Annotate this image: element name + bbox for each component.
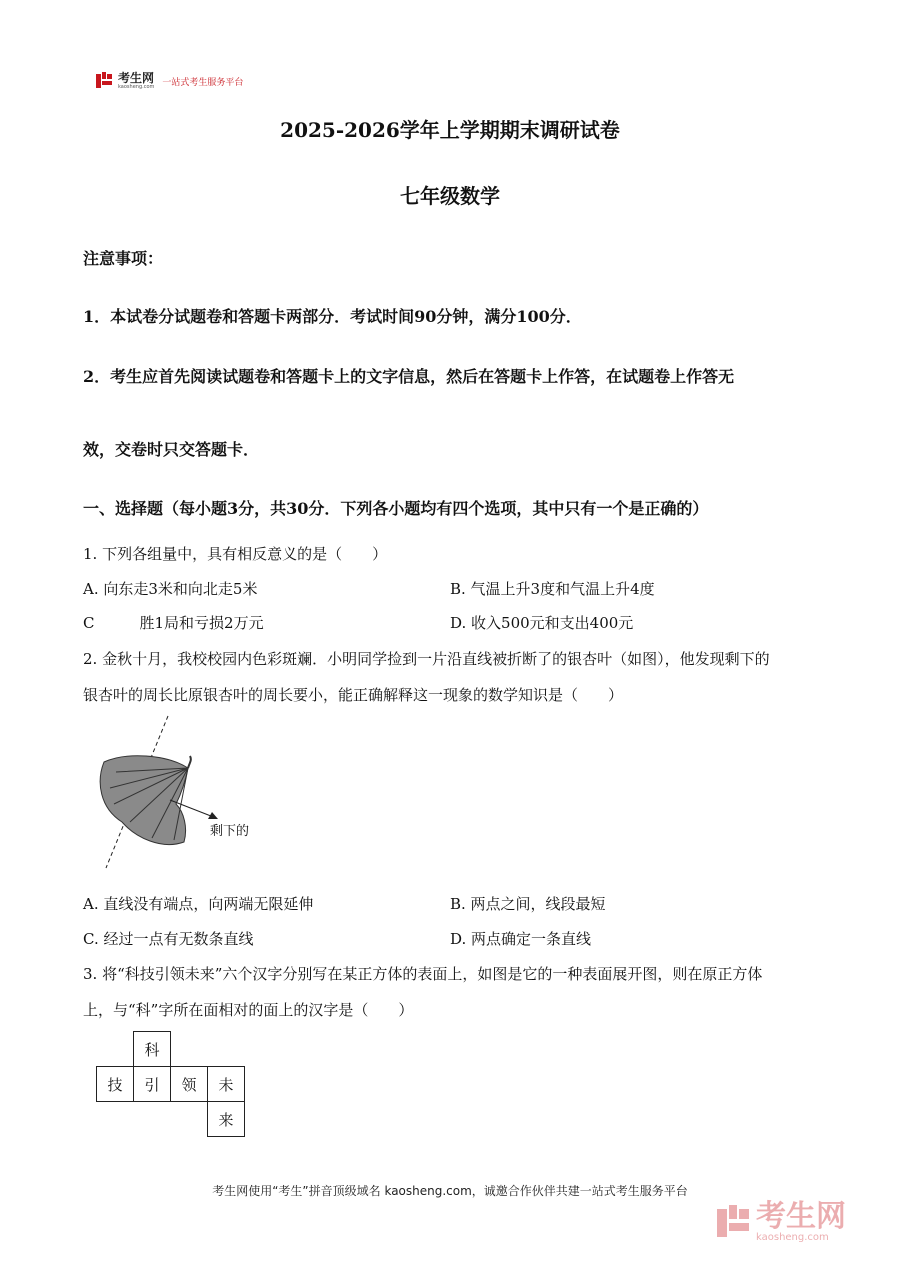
watermark-logo-icon (716, 1205, 750, 1241)
net-cell: 技 (97, 1067, 134, 1102)
net-cell: 引 (134, 1067, 171, 1102)
site-logo (96, 72, 243, 90)
q1-option-a: A. 向东走3米和向北走5米 (83, 580, 258, 598)
q2-stem-line1: 2. 金秋十月，我校校园内色彩斑斓．小明同学捡到一片沿直线被折断了的银杏叶（如图），他发现剩下的 (83, 650, 770, 668)
q1-option-b: B. 气温上升3度和气温上升4度 (450, 580, 655, 598)
notice-item-2-line1: 2．考生应首先阅读试题卷和答题卡上的文字信息，然后在答题卡上作答，在试题卷上作答无 (83, 367, 735, 386)
q1-option-d: D. 收入500元和支出400元 (450, 614, 634, 632)
q1-option-c: C 胜1局和亏损2万元 (83, 614, 264, 632)
q2-option-c: C. 经过一点有无数条直线 (83, 930, 254, 948)
section-heading: 一、选择题（每小题3分，共30分．下列各小题均有四个选项，其中只有一个是正确的） (83, 499, 709, 518)
net-cell-bottom: 来 (208, 1102, 245, 1137)
ginkgo-leaf-icon (96, 712, 266, 872)
q2-option-a: A. 直线没有端点，向两端无限延伸 (83, 895, 314, 913)
notice-item-1: 1．本试卷分试题卷和答题卡两部分．考试时间90分钟，满分100分． (83, 307, 582, 326)
notice-heading: 注意事项： (83, 249, 164, 268)
ginkgo-leaf-figure (96, 712, 266, 872)
net-cell: 未 (208, 1067, 245, 1102)
logo-domain: kaosheng.com (118, 84, 155, 90)
watermark (716, 1199, 846, 1243)
logo-name: 考生网 (118, 71, 155, 85)
cube-net (96, 1031, 245, 1137)
kaosheng-logo-icon (96, 72, 112, 90)
logo-slogan: 一站式考生服务平台 (162, 77, 244, 88)
q3-stem-line2: 上，与“科”字所在面相对的面上的汉字是（ ） (83, 1001, 414, 1019)
q2-option-b: B. 两点之间，线段最短 (450, 895, 606, 913)
q3-stem-line1: 3. 将“科技引领未来”六个汉字分别写在某正方体的表面上，如图是它的一种表面展开图，则在原正方体 (83, 965, 763, 983)
watermark-domain: kaosheng.com (756, 1232, 829, 1243)
page-title: 2025-2026学年上学期期末调研试卷 (280, 118, 620, 142)
figure-label: 剩下的 (210, 824, 250, 839)
page-subtitle: 七年级数学 (400, 184, 500, 208)
q2-stem-line2: 银杏叶的周长比原银杏叶的周长要小，能正确解释这一现象的数学知识是（ ） (83, 686, 624, 704)
q1-stem: 1. 下列各组量中，具有相反意义的是（ ） (83, 545, 388, 563)
net-cell-top: 科 (134, 1032, 171, 1067)
cube-net-figure (96, 1031, 245, 1137)
watermark-name: 考生网 (756, 1199, 846, 1234)
notice-item-2-line2: 效，交卷时只交答题卡． (83, 440, 260, 459)
q2-option-d: D. 两点确定一条直线 (450, 930, 592, 948)
net-cell: 领 (171, 1067, 208, 1102)
footer-text: 考生网使用“考生”拼音顶级域名 kaosheng.com，诚邀合作伙伴共建一站式考生服务平台 (212, 1184, 688, 1198)
